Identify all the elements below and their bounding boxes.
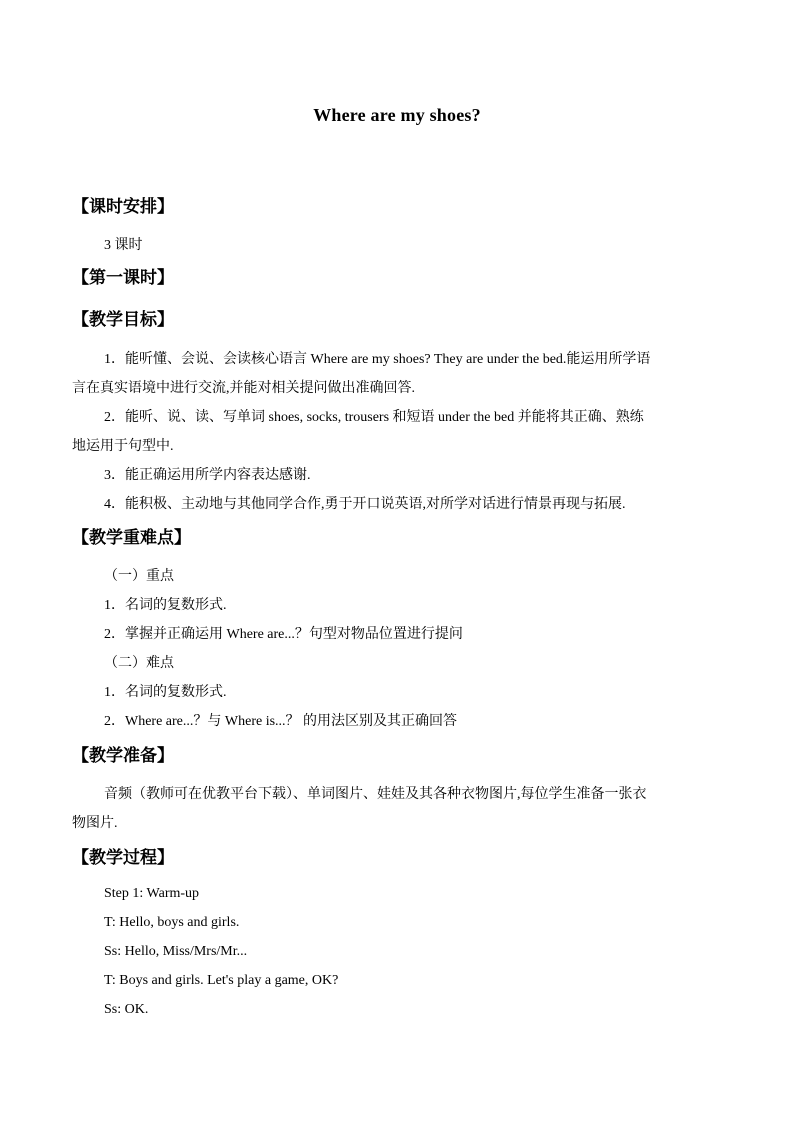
process-line: Ss: Hello, Miss/Mrs/Mr... xyxy=(104,944,248,959)
preparation-line: 物图片. xyxy=(72,816,118,831)
objective-line: 地运用于句型中. xyxy=(72,439,174,454)
process-line: T: Boys and girls. Let's play a game, OK? xyxy=(104,973,339,988)
objective-line: 1．能听懂、会说、会读核心语言 Where are my shoes? They are under the bed.能运用所学语 xyxy=(104,352,651,367)
key-point-line: 1．名词的复数形式. xyxy=(104,598,227,613)
process-line: T: Hello, boys and girls. xyxy=(104,915,240,930)
objective-line: 2．能听、说、读、写单词 shoes, socks, trousers 和短语 under the bed 并能将其正确、熟练 xyxy=(104,410,644,425)
heading-schedule: 【课时安排】 xyxy=(72,197,174,217)
heading-preparation: 【教学准备】 xyxy=(72,746,174,766)
document-title: Where are my shoes? xyxy=(313,105,481,125)
objective-line: 4．能积极、主动地与其他同学合作,勇于开口说英语,对所学对话进行情景再现与拓展. xyxy=(104,497,626,512)
key-point-line: 2．掌握并正确运用 Where are...？句型对物品位置进行提问 xyxy=(104,627,463,642)
preparation-line: 音频（教师可在优教平台下载）、单词图片、娃娃及其各种衣物图片,每位学生准备一张衣 xyxy=(104,787,647,802)
key-point-line: （二）难点 xyxy=(104,656,174,671)
process-line: Ss: OK. xyxy=(104,1002,149,1017)
key-point-line: （一）重点 xyxy=(104,569,174,584)
heading-objectives: 【教学目标】 xyxy=(72,310,174,330)
schedule-content: 3 课时 xyxy=(104,238,143,253)
objective-line: 3．能正确运用所学内容表达感谢. xyxy=(104,468,311,483)
process-line: Step 1: Warm-up xyxy=(104,886,200,901)
objective-line: 言在真实语境中进行交流,并能对相关提问做出准确回答. xyxy=(72,381,415,396)
heading-key-points: 【教学重难点】 xyxy=(72,528,191,548)
heading-process: 【教学过程】 xyxy=(72,848,174,868)
key-point-line: 2．Where are...？与 Where is...？ 的用法区别及其正确回答 xyxy=(104,714,458,729)
key-point-line: 1．名词的复数形式. xyxy=(104,685,227,700)
heading-lesson1: 【第一课时】 xyxy=(72,268,174,288)
